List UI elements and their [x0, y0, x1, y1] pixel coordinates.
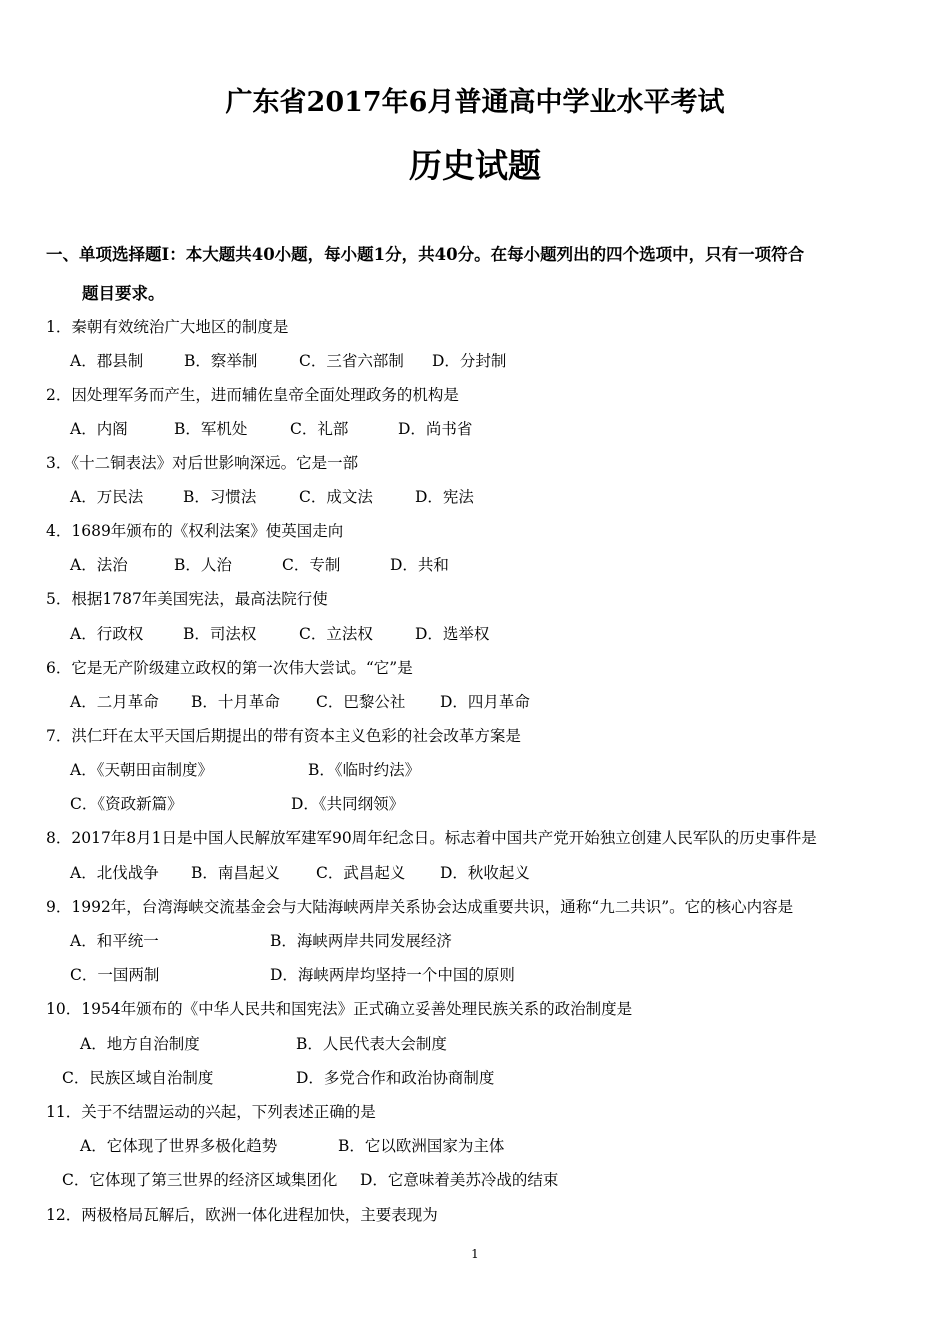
option: A．万民法 [70, 488, 144, 506]
option: C．它体现了第三世界的经济区域集团化 [62, 1171, 338, 1189]
option: B．《临时约法》 [308, 761, 421, 779]
option: D．分封制 [432, 352, 507, 370]
question-stem: 6．它是无产阶级建立政权的第一次伟大尝试。“它”是 [46, 659, 413, 677]
question-stem: 10．1954年颁布的《中华人民共和国宪法》正式确立妥善处理民族关系的政治制度是 [46, 1000, 633, 1018]
exam-subtitle: 历史试题 [409, 146, 541, 185]
question-stem: 12．两极格局瓦解后，欧洲一体化进程加快，主要表现为 [46, 1206, 438, 1224]
option: B．军机处 [174, 420, 248, 438]
exam-title: 广东省2017年6月普通高中学业水平考试 [225, 87, 725, 118]
option: D．《共同纲领》 [291, 795, 405, 813]
option: C．专制 [282, 556, 341, 574]
option: D．多党合作和政治协商制度 [296, 1069, 495, 1087]
option: C．三省六部制 [299, 352, 404, 370]
option: C．武昌起义 [316, 864, 406, 882]
question-stem: 1．秦朝有效统治广大地区的制度是 [46, 318, 289, 336]
option: A．它体现了世界多极化趋势 [80, 1137, 278, 1155]
option: D．四月革命 [440, 693, 530, 711]
option: C．礼部 [290, 420, 349, 438]
option: C．《资政新篇》 [70, 795, 183, 813]
option: D．它意味着美苏冷战的结束 [360, 1171, 559, 1189]
option: B．习惯法 [183, 488, 257, 506]
option: A．法治 [70, 556, 128, 574]
option: C．民族区域自治制度 [62, 1069, 214, 1087]
question-stem: 5．根据1787年美国宪法，最高法院行使 [46, 590, 328, 608]
option: B．察举制 [184, 352, 258, 370]
option: A．北伐战争 [70, 864, 159, 882]
question-stem: 7．洪仁玕在太平天国后期提出的带有资本主义色彩的社会改革方案是 [46, 727, 521, 745]
option: A．内阁 [70, 420, 128, 438]
option: A．行政权 [70, 625, 144, 643]
page-number: 1 [471, 1247, 479, 1261]
option: C．巴黎公社 [316, 693, 406, 711]
option: C．立法权 [299, 625, 373, 643]
section-instructions-line1: 一、单项选择题Ⅰ：本大题共40小题，每小题1分，共40分。在每小题列出的四个选项中，只有一项符合 [46, 245, 805, 264]
option: B．它以欧洲国家为主体 [338, 1137, 505, 1155]
option: D．秋收起义 [440, 864, 530, 882]
option: D．共和 [390, 556, 449, 574]
question-stem: 8．2017年8月1日是中国人民解放军建军90周年纪念日。标志着中国共产党开始独立创建人民军队的历史事件是 [46, 829, 817, 847]
option: C．一国两制 [70, 966, 160, 984]
option: B．十月革命 [191, 693, 280, 711]
option: D．尚书省 [398, 420, 473, 438]
section-instructions-line2: 题目要求。 [82, 284, 165, 303]
question-stem: 9．1992年，台湾海峡交流基金会与大陆海峡两岸关系协会达成重要共识，通称“九二共识”。它的核心内容是 [46, 898, 794, 916]
option: B．司法权 [183, 625, 257, 643]
option: B．人民代表大会制度 [296, 1035, 447, 1053]
question-stem: 2．因处理军务而产生，进而辅佐皇帝全面处理政务的机构是 [46, 386, 459, 404]
option: A．二月革命 [70, 693, 159, 711]
option: A．《天朝田亩制度》 [70, 761, 213, 779]
option: B．海峡两岸共同发展经济 [270, 932, 452, 950]
option: A．郡县制 [70, 352, 144, 370]
question-stem: 11．关于不结盟运动的兴起，下列表述正确的是 [46, 1103, 376, 1121]
option: C．成文法 [299, 488, 373, 506]
option: B．南昌起义 [191, 864, 280, 882]
option: A．地方自治制度 [80, 1035, 200, 1053]
option: D．选举权 [415, 625, 490, 643]
question-stem: 3．《十二铜表法》对后世影响深远。它是一部 [46, 454, 359, 472]
option: D．宪法 [415, 488, 474, 506]
option: A．和平统一 [70, 932, 159, 950]
question-stem: 4．1689年颁布的《权利法案》使英国走向 [46, 522, 344, 540]
option: B．人治 [174, 556, 232, 574]
option: D．海峡两岸均坚持一个中国的原则 [270, 966, 515, 984]
